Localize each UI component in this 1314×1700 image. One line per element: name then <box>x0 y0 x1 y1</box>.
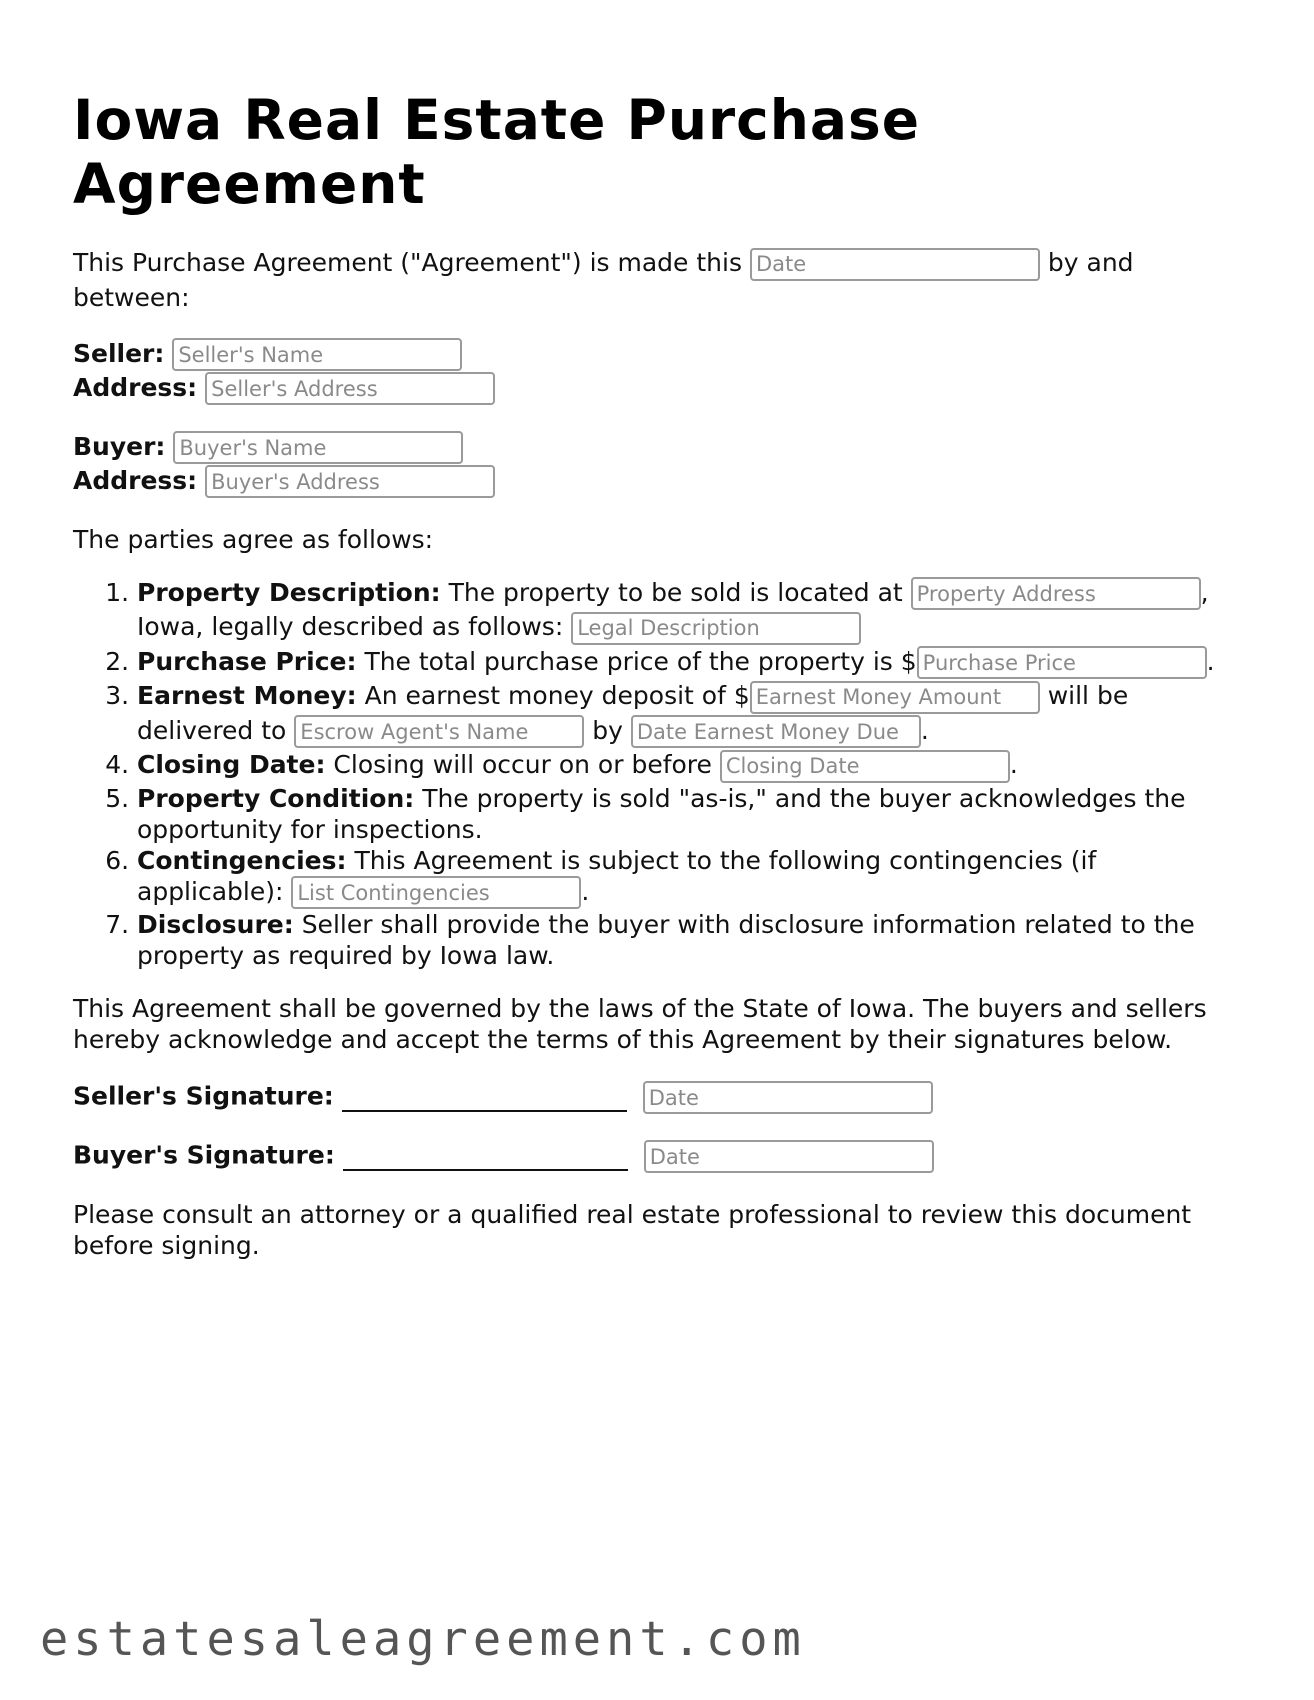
term-heading: Contingencies: <box>137 845 347 875</box>
term-property-description <box>137 576 1248 645</box>
buyer-label: Buyer: <box>73 431 166 461</box>
term-heading: Disclosure: <box>137 910 294 939</box>
buyer-address-label: Address: <box>73 465 198 495</box>
term-text: . <box>1206 646 1215 676</box>
consult-attorney-paragraph: Please consult an attorney or a qualified real estate professional to review this document before signing. <box>73 1200 1192 1260</box>
term-heading: Property Condition: <box>137 783 415 813</box>
buyer-name-field[interactable] <box>173 431 463 464</box>
property-address-field[interactable] <box>911 577 1201 610</box>
seller-address-label: Address: <box>73 372 198 402</box>
intro-paragraph <box>73 246 1248 314</box>
term-text: The property is sold "as-is," and the buyer acknowledges the opportunity for inspections. <box>137 783 1186 844</box>
term-property-condition <box>137 783 1248 845</box>
term-text: The total purchase price of the property is $ <box>364 646 917 676</box>
term-text: The property to be sold is located at <box>448 577 903 607</box>
buyer-signature-row <box>73 1140 1248 1173</box>
closing-date-field[interactable] <box>720 750 1010 783</box>
seller-signature-label: Seller's Signature: <box>73 1081 334 1111</box>
parties-agree-text: The parties agree as follows: <box>73 524 434 554</box>
intro-text-before: This Purchase Agreement ("Agreement") is made this <box>73 248 742 277</box>
earnest-money-due-date-field[interactable] <box>631 715 921 748</box>
buyer-signature-date-field[interactable] <box>644 1140 934 1173</box>
escrow-agent-name-field[interactable] <box>294 715 584 748</box>
term-text: , Iowa, legally described as follows: <box>137 577 1209 641</box>
term-text: . <box>920 715 929 745</box>
earnest-money-amount-field[interactable] <box>750 681 1040 714</box>
governing-law-paragraph: This Agreement shall be governed by the laws of the State of Iowa. The buyers and sellers hereby acknowledge and accept the terms of this Agreement by their signatures below. <box>73 994 1207 1054</box>
purchase-price-field[interactable] <box>917 646 1207 679</box>
term-heading: Property Description: <box>137 577 441 607</box>
legal-description-field[interactable] <box>571 612 861 645</box>
terms-list <box>73 576 1248 972</box>
contingencies-field[interactable] <box>291 876 581 909</box>
seller-block <box>73 337 1248 405</box>
term-text: Closing will occur on or before <box>333 750 712 779</box>
intro-text-after: by and between: <box>73 248 1134 312</box>
seller-signature-date-field[interactable] <box>643 1081 933 1114</box>
term-text: . <box>581 876 590 906</box>
seller-signature-line[interactable] <box>342 1084 627 1112</box>
buyer-block <box>73 430 1248 498</box>
seller-signature-row <box>73 1081 1248 1114</box>
term-heading: Purchase Price: <box>137 646 357 676</box>
term-disclosure <box>137 909 1248 971</box>
term-contingencies <box>137 845 1248 910</box>
term-heading: Earnest Money: <box>137 681 357 710</box>
term-heading: Closing Date: <box>137 750 326 779</box>
term-text: An earnest money deposit of $ <box>364 681 750 710</box>
term-text: . <box>1009 750 1018 779</box>
seller-address-field[interactable] <box>205 372 495 405</box>
buyer-signature-label: Buyer's Signature: <box>73 1140 335 1170</box>
seller-name-field[interactable] <box>172 338 462 371</box>
seller-label: Seller: <box>73 338 165 368</box>
page-title: Iowa Real Estate Purchase Agreement <box>73 88 921 216</box>
site-watermark: estatesaleagreement.com <box>40 1612 806 1667</box>
term-closing-date <box>137 748 1248 783</box>
term-purchase-price <box>137 645 1248 680</box>
term-text: will be delivered to <box>137 681 1129 745</box>
buyer-signature-line[interactable] <box>343 1143 628 1171</box>
term-text: Seller shall provide the buyer with disclosure information related to the property as required by Iowa law. <box>137 910 1195 970</box>
document-page <box>73 88 1248 1261</box>
term-text: by <box>592 715 623 745</box>
buyer-address-field[interactable] <box>205 465 495 498</box>
term-text: This Agreement is subject to the following contingencies (if applicable): <box>137 845 1097 906</box>
term-earnest-money <box>137 679 1248 748</box>
agreement-date-field[interactable] <box>750 248 1040 281</box>
